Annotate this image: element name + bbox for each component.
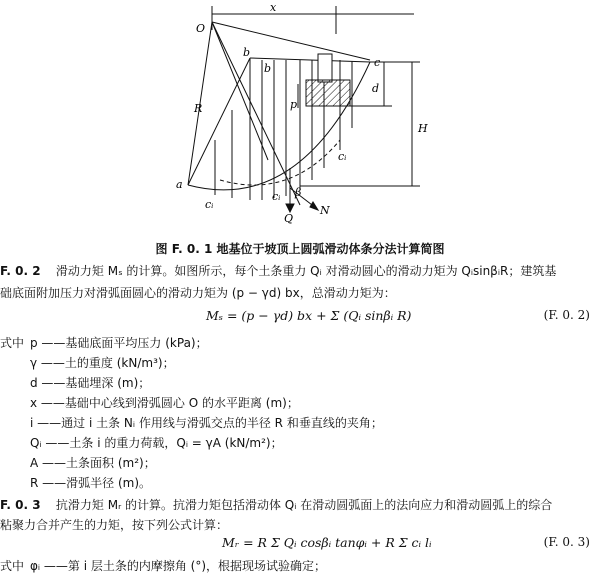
sec-f02-text1: 滑动力矩 Mₛ 的计算。如图所示，每个土条重力 Qᵢ 对滑动圆心的滑动力矩为 QᵢsinβᵢR；建筑基 bbox=[55, 264, 557, 278]
label-ci-3: cᵢ bbox=[338, 150, 347, 163]
label-x: x bbox=[270, 1, 277, 14]
equation-f03-number: (F. 0. 3) bbox=[543, 535, 590, 549]
label-q: Q bbox=[284, 212, 294, 225]
label-o: O bbox=[196, 22, 206, 35]
def-a: A ——土条面积 (m²)； bbox=[30, 456, 156, 470]
sec-f02-line2: 础底面附加压力对滑弧面圆心的滑动力矩为 (p − γd) bx，总滑动力矩为： bbox=[0, 286, 396, 300]
equation-f02-number: (F. 0. 2) bbox=[543, 308, 590, 322]
def-p: p ——基础底面平均压力 (kPa)； bbox=[30, 336, 208, 350]
label-n: N bbox=[320, 204, 330, 217]
sec-f02-number: F. 0. 2 bbox=[0, 264, 41, 278]
def-r: R ——滑弧半径 (m)。 bbox=[30, 476, 152, 490]
definitions-intro: 式中 bbox=[0, 336, 25, 350]
def-i: i ——通过 i 土条 Nᵢ 作用线与滑弧交点的半径 R 和垂直线的夹角； bbox=[30, 416, 383, 430]
figure-caption: 图 F. 0. 1 地基位于坡顶上圆弧滑动体条分法计算简图 bbox=[155, 242, 445, 256]
sec-f03-number: F. 0. 3 bbox=[0, 498, 41, 512]
sec-f03-text1: 抗滑力矩 Mᵣ 的计算。抗滑力矩包括滑动体 Qᵢ 在滑动圆弧面上的法向应力和滑动圆弧上的综合 bbox=[55, 498, 553, 512]
sec-f03-line2: 粘聚力合并产生的力矩，按下列公式计算： bbox=[0, 518, 229, 532]
label-a: a bbox=[176, 178, 183, 191]
equation-f02: Mₛ = (p − γd) bx + Σ (Qᵢ sinβᵢ R) bbox=[206, 308, 412, 323]
slope-diagram bbox=[0, 0, 600, 232]
def-q: Qᵢ ——土条 i 的重力荷载，Qᵢ = γA (kN/m²)； bbox=[30, 436, 283, 450]
def-gamma: γ ——土的重度 (kN/m³)； bbox=[30, 356, 175, 370]
label-beta: β bbox=[295, 186, 302, 199]
equation-f03: Mᵣ = R Σ Qᵢ cosβᵢ tanφᵢ + R Σ cᵢ lᵢ bbox=[222, 535, 432, 550]
sec-f03-line1 bbox=[0, 496, 552, 513]
label-d: d bbox=[372, 82, 380, 95]
label-h: H bbox=[418, 122, 428, 135]
label-b2: b bbox=[264, 62, 272, 75]
label-b1: b bbox=[243, 46, 251, 59]
label-ci-1: cᵢ bbox=[205, 198, 214, 211]
def-x: x ——基础中心线到滑弧圆心 O 的水平距离 (m)； bbox=[30, 396, 299, 410]
def-phi: φᵢ ——第 i 层土条的内摩擦角 (°)，根据现场试验确定； bbox=[30, 559, 327, 573]
label-ci-2: cᵢ bbox=[272, 190, 281, 203]
last-line-intro: 式中 bbox=[0, 559, 25, 573]
def-d: d ——基础埋深 (m)； bbox=[30, 376, 151, 390]
label-r: R bbox=[194, 102, 203, 115]
label-c: c bbox=[374, 56, 381, 69]
label-p: p bbox=[290, 98, 298, 111]
sec-f02-line1 bbox=[0, 262, 556, 279]
